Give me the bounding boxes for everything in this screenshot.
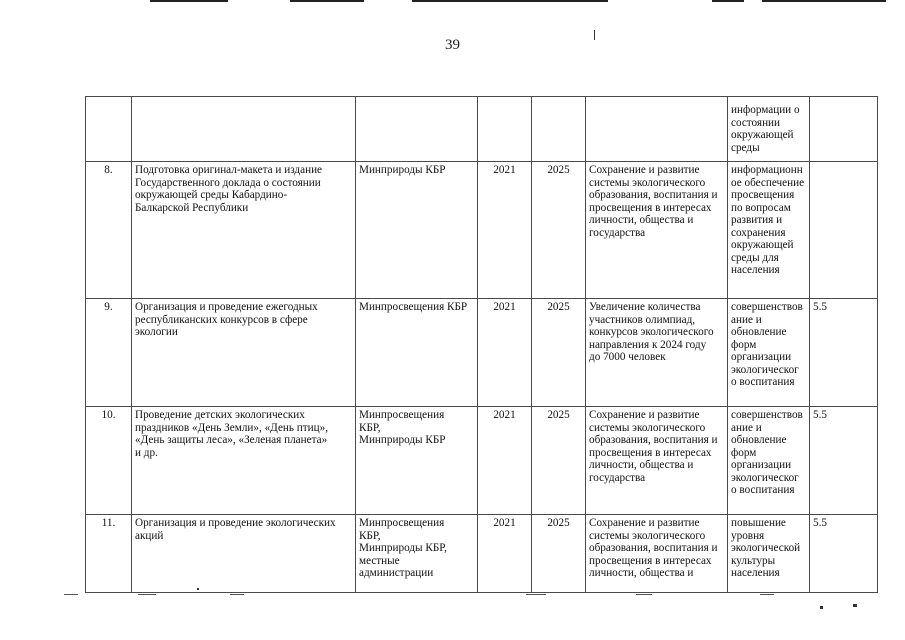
cell-year-end: 2025: [532, 162, 586, 299]
outcome-text: совершенствов ание и обновление форм организации экологическог о воспитания: [731, 301, 803, 388]
event-text: Организация и проведение ежегодных республиканских конкурсов в сфере экологии: [135, 301, 318, 338]
cell-indicator: [810, 97, 878, 162]
cell-executor: [356, 97, 478, 162]
cell-year-start: 2021: [478, 162, 532, 299]
cell-outcome: [728, 407, 810, 515]
cell-result: [586, 299, 728, 407]
result-text: Сохранение и развитие системы экологического образования, воспитания и просвещения в интересах личности, общества и государства: [589, 409, 718, 484]
cell-indicator: 5.5: [810, 515, 878, 593]
page-number: 39: [445, 37, 460, 53]
outcome-text: совершенствов ание и обновление форм организации экологическог о воспитания: [731, 409, 803, 496]
cell-executor: [356, 407, 478, 515]
cell-result: [586, 407, 728, 515]
cell-result: [586, 162, 728, 299]
scan-dash: [138, 594, 156, 595]
cell-event: [132, 407, 356, 515]
cell-year-start: 2021: [478, 299, 532, 407]
top-edge-line-5: [762, 0, 886, 2]
cell-event: [132, 515, 356, 593]
cell-indicator: [810, 162, 878, 299]
top-edge-line-1: [150, 0, 228, 2]
cell-num: 9.: [86, 299, 132, 407]
cell-year-start: [478, 97, 532, 162]
cell-executor: [356, 162, 478, 299]
scan-dash: [230, 594, 244, 595]
cell-indicator: 5.5: [810, 407, 878, 515]
executor-text: Минприроды КБР: [359, 164, 446, 176]
cell-num: 11.: [86, 515, 132, 593]
top-edge-line-4: [712, 0, 744, 2]
cell-indicator: 5.5: [810, 299, 878, 407]
table-row: [86, 515, 878, 593]
cell-year-end: 2025: [532, 299, 586, 407]
executor-text: Минпросвещения КБР: [359, 301, 468, 313]
outcome-text: повышение уровня экологической культуры населения: [731, 517, 801, 579]
cell-event: [132, 162, 356, 299]
event-text: Подготовка оригинал-макета и издание Государственного доклада о состоянии окружающей среды Кабардино- Балкарской Республики: [135, 164, 323, 214]
scan-dash: [760, 594, 774, 595]
cell-result: [586, 97, 728, 162]
scan-speck: [853, 604, 857, 607]
cell-result: [586, 515, 728, 593]
outcome-text: информации о состоянии окружающей среды: [731, 104, 800, 154]
cell-year-start: 2021: [478, 407, 532, 515]
result-text: Сохранение и развитие системы экологического образования, воспитания и просвещения в интересах личности, общества и государства: [589, 164, 718, 239]
cell-executor: [356, 299, 478, 407]
top-edge-line-2: [290, 0, 364, 2]
cell-outcome: [728, 162, 810, 299]
table-row: [86, 299, 878, 407]
scan-dash: [636, 594, 652, 595]
cell-event: [132, 97, 356, 162]
cell-num: [86, 97, 132, 162]
scan-speck: [820, 606, 823, 609]
top-edge-line-3: [412, 0, 608, 2]
cell-event: [132, 299, 356, 407]
event-text: Проведение детских экологических праздников «День Земли», «День птиц», «День защиты леса», «Зеленая планета» и др.: [135, 409, 329, 459]
cell-year-end: 2025: [532, 515, 586, 593]
result-text: Увеличение количества участников олимпиад, конкурсов экологического направления к 2024 году до 7000 человек: [589, 301, 714, 363]
scan-dash: [526, 594, 546, 595]
table-row-continuation: [86, 97, 878, 162]
table-row: [86, 162, 878, 299]
scan-speck: [594, 30, 595, 40]
executor-text: Минпросвещения КБР, Минприроды КБР, местные администрации: [359, 517, 447, 579]
cell-executor: [356, 515, 478, 593]
scan-dash: [64, 594, 78, 595]
cell-year-end: [532, 97, 586, 162]
table-row: [86, 407, 878, 515]
cell-num: 10.: [86, 407, 132, 515]
executor-text: Минпросвещения КБР, Минприроды КБР: [359, 409, 446, 446]
event-text: Организация и проведение экологических акций: [135, 517, 336, 542]
cell-outcome: [728, 97, 810, 162]
outcome-text: информационн ое обеспечение просвещения по вопросам развития и сохранения окружающей среды для населения: [731, 164, 805, 276]
cell-num: 8.: [86, 162, 132, 299]
cell-outcome: [728, 515, 810, 593]
cell-year-end: 2025: [532, 407, 586, 515]
cell-year-start: 2021: [478, 515, 532, 593]
cell-outcome: [728, 299, 810, 407]
result-text: Сохранение и развитие системы экологического образования, воспитания и просвещения в интересах личности, общества и: [589, 517, 718, 579]
scan-speck: [197, 588, 199, 590]
activities-table: [85, 96, 878, 593]
